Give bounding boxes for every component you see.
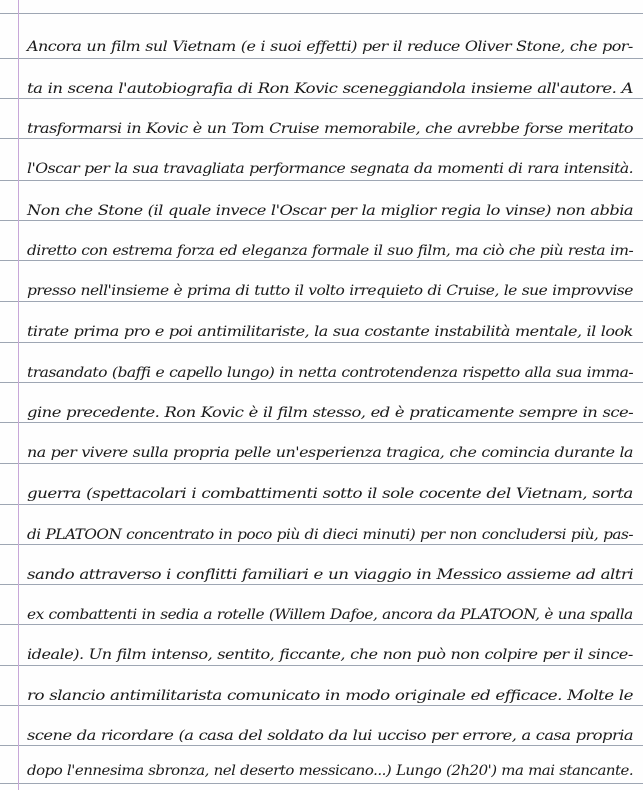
line-text: diretto con estrema forza ed eleganza formale il suo film, ma ciò che più resta im-: [27, 243, 634, 259]
line-text: ta in scena l'autobiografia di Ron Kovic sceneggiandola insieme all'autore. A: [27, 81, 633, 97]
line-text: guerra (spettacolari i combattimenti sotto il sole cocente del Vietnam, sorta: [27, 486, 633, 502]
line-text: Ancora un film sul Vietnam (e i suoi effetti) per il reduce Oliver Stone, che por-: [27, 39, 633, 55]
handwritten-line-14: [27, 564, 634, 590]
line-text: ex combattenti in sedia a rotelle (Willem Dafoe, ancora da PLATOON, è una spalla: [27, 607, 633, 623]
handwritten-line-15: [27, 604, 633, 630]
handwritten-line-13: [27, 524, 634, 550]
line-text: dopo l'ennesima sbronza, nel deserto messicano...) Lungo (2h20') ma mai stancante.: [27, 763, 634, 779]
line-text: di PLATOON concentrato in poco più di dieci minuti) per non concludersi più, pas-: [27, 527, 634, 543]
handwritten-line-18: [27, 725, 634, 751]
handwritten-line-2: [27, 78, 633, 104]
line-text: ro slancio antimilitarista comunicato in modo originale ed efficace. Molte le: [27, 688, 633, 704]
line-text: trasandato (baffi e capello lungo) in netta controtendenza rispetto alla sua imma-: [27, 365, 634, 381]
handwritten-line-4: [27, 158, 634, 184]
line-text: presso nell'insieme è prima di tutto il volto irrequieto di Cruise, le sue improvvise: [27, 283, 633, 299]
line-text: ideale). Un film intenso, sentito, ficcante, che non può non colpire per il since-: [27, 647, 633, 663]
handwritten-line-3: [27, 118, 634, 144]
handwritten-line-6: [27, 240, 634, 266]
handwritten-line-5: [27, 200, 634, 226]
handwritten-line-12: [27, 483, 633, 509]
margin-line: [18, 0, 19, 790]
handwritten-line-11: [27, 442, 634, 468]
handwritten-line-7: [27, 280, 633, 306]
line-text: sando attraverso i conflitti familiari e un viaggio in Messico assieme ad altri: [27, 567, 634, 583]
line-text: scene da ricordare (a casa del soldato da lui ucciso per errore, a casa propria: [27, 728, 634, 744]
handwritten-line-8: [27, 321, 633, 347]
handwritten-line-19: [27, 760, 634, 786]
line-text: trasformarsi in Kovic è un Tom Cruise memorabile, che avrebbe forse meritato: [27, 121, 634, 137]
line-text: Non che Stone (il quale invece l'Oscar per la miglior regia lo vinse) non abbia: [27, 203, 634, 219]
ruled-line: [0, 13, 643, 14]
handwritten-line-1: [27, 36, 633, 62]
line-text: na per vivere sulla propria pelle un'esperienza tragica, che comincia durante la: [27, 445, 634, 461]
handwritten-line-9: [27, 362, 634, 388]
line-text: gine precedente. Ron Kovic è il film stesso, ed è praticamente sempre in sce-: [27, 405, 634, 421]
line-text: tirate prima pro e poi antimilitariste, la sua costante instabilità mentale, il look: [27, 324, 633, 340]
line-text: l'Oscar per la sua travagliata performance segnata da momenti di rara intensità.: [27, 161, 634, 177]
handwritten-line-17: [27, 685, 633, 711]
handwritten-line-10: [27, 402, 634, 428]
handwritten-line-16: [27, 644, 633, 670]
